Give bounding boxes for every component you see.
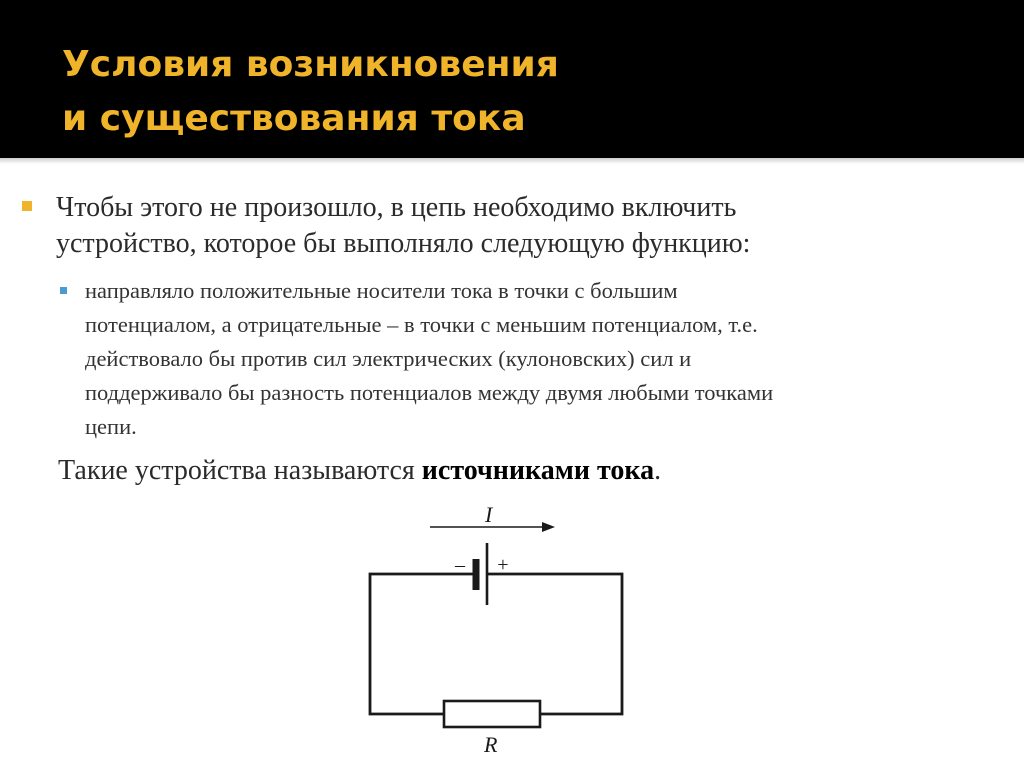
circuit-wires [370, 574, 622, 714]
definition-statement [58, 453, 661, 489]
sub-bullet-line-2: потенциалом, а отрицательные – в точки с меньшим потенциалом, т.е. [85, 312, 758, 337]
resistor-symbol [444, 701, 540, 727]
wire-left [370, 574, 476, 714]
statement-prefix: Такие устройства называются [58, 455, 422, 486]
statement-emphasis: источниками тока [421, 455, 655, 486]
sub-bullet-line-5: цепи. [85, 414, 137, 439]
main-bullet-text [56, 190, 1006, 262]
circuit-diagram [360, 498, 640, 763]
title-line-2: и существования тока [62, 98, 526, 139]
resistor-label: R [484, 732, 498, 757]
battery-plus-sign: + [496, 554, 510, 576]
sub-bullet-line-3: действовало бы против сил электрических (кулоновских) сил и [85, 346, 692, 371]
sub-bullet-text [85, 274, 1000, 444]
statement-suffix: . [654, 455, 662, 486]
square-bullet-icon [22, 201, 32, 211]
small-square-bullet-icon [60, 287, 67, 294]
title-shadow [0, 158, 1024, 164]
main-bullet-line-2: устройство, которое бы выполняло следующую функцию: [56, 228, 751, 259]
wire-right [487, 574, 622, 714]
sub-bullet-line-4: поддерживало бы разность потенциалов между двумя любыми точками [85, 380, 774, 405]
current-arrow-head-icon [542, 522, 555, 532]
slide-title [62, 38, 559, 146]
current-label: I [485, 502, 493, 527]
title-line-1: Условия возникновения [62, 44, 559, 85]
battery-minus-sign: – [455, 554, 465, 576]
main-bullet-line-1: Чтобы этого не произошло, в цепь необходимо включить [56, 192, 737, 223]
sub-bullet-line-1: направляло положительные носители тока в точки с большим [85, 278, 678, 303]
